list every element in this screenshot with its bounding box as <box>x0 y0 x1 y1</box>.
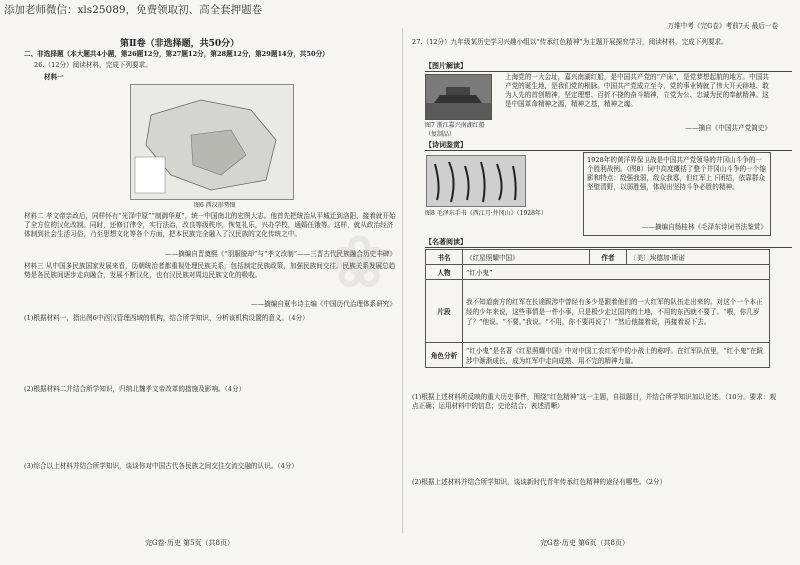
map-caption: 图6 西汉形势图 <box>194 202 236 209</box>
boat-graphic <box>426 75 491 119</box>
poem-text: 1928年的黄洋界保卫战是中国共产党领导的井冈山斗争的一个胜利战例。（图8）词中高度概括了整个井冈山斗争的一个缩影和特点：敌强我弱，敌众我寡，但红军上下团结，依靠群众坚壁清野，以弱胜强，体现出坚持斗争必胜的精神。 <box>587 156 766 191</box>
paragraph-1-source: ——摘自《中国共产党简史》 <box>685 124 771 132</box>
red-boat-photo <box>425 74 492 120</box>
role-header: 角色分析 <box>426 343 463 368</box>
person-value: “红小鬼” <box>463 265 770 280</box>
role-text: “红小鬼”是名著《红星照耀中国》中对中国工农红军中的小战士的称呼。在红军队伍里，“红小鬼”在跋涉中渐渐成长，成为红军中走向成熟、用不完的精神力量。 <box>463 343 770 368</box>
calligraphy-image <box>426 155 526 207</box>
excerpt-header: 片段 <box>426 280 463 343</box>
watermark: ❀ <box>330 220 389 303</box>
calligraphy-graphic <box>427 156 525 206</box>
question-27-2: (2)根据上述材料并结合所学知识，谈谈新时代青年传承红色精神的途径有哪些。（2分） <box>412 478 667 486</box>
question-27-1: (1)根据上述材料所反映的重大历史事件，围绕“红色精神”这一主题，自拟题目，并结合所学知识加以论述。（10分。要求：观点正确；运用材料中的信息；史论结合；表述清晰） <box>412 393 777 410</box>
poem-source: ——摘编自杨桂林《毛泽东诗词书法鉴赏》 <box>641 223 767 231</box>
page-divider <box>402 28 403 533</box>
paragraph-1: 上海党的一大会址，嘉兴南湖红船，是中国共产党的“产床”，是党梦想起航的地方。中国共产党的诞生地，是我们党的根脉。中国共产党成立至今，党的事业铸就了伟大开天辟地、敢为人先的首创精神，坚定理想、百折不挠的奋斗精神，立党为公、忠诚为民的奉献精神。这是中国革命精神之源，精神之基，精神之魂。 <box>505 73 769 108</box>
top-note: 添加老师微信：xls25089，免费领取初、高全套押题卷 <box>4 4 263 16</box>
han-map-image <box>130 84 294 200</box>
author-header: 作者 <box>590 250 627 265</box>
tag-poetry: 【诗词鉴赏】 <box>425 140 792 151</box>
q26-intro: 26.（12分）阅读材料，完成下列要求。 <box>34 61 152 69</box>
tag-image-reading: 【图片解读】 <box>425 61 792 72</box>
book-title: 《红星照耀中国》 <box>463 250 590 265</box>
book-table <box>425 249 770 368</box>
right-header: 万维中考《完G卷》考前7天 最后一卷 <box>667 22 778 30</box>
calligraphy-caption: 图8 毛泽东手书《西江月·井冈山》（1928年） <box>425 210 547 217</box>
material1-label: 材料一 <box>44 73 64 81</box>
left-footer: 完G卷·历史 第5页（共8页） <box>145 539 234 547</box>
book-header: 书名 <box>426 250 463 265</box>
author-name: 〔美〕埃德加·斯诺 <box>627 250 770 265</box>
material3: 材料三 从中国多民族国家发展来看，历朝统治者都重视处理民族关系，包括制定民族政策，加强民族间交往。民族关系发展总趋势是各民族间逐步走向融合，发展不断汉化，也有汉民族对周边民族文化的吸收。 <box>24 262 396 279</box>
question-26-3: (3)综合以上材料并结合所学知识，谈谈你对中国古代各民族之间交往交流交融的认识。（4分） <box>24 462 298 470</box>
excerpt-text: 我不知道南方的红军在长途跋涉中曾经有多少是跟着他们的一大红军的队伍走出来的。对这个一个本正经的少年来说，这些事情是一件小事，只是极少走过国内的土地，不用的东西就不要了。“喂，你几岁了？”他说。“不要。”我说。“不用，你不要再说了！”然后他接着说，再接着说下去。 <box>463 280 770 343</box>
tag-classics: 【名著阅读】 <box>425 237 792 248</box>
section-desc: 二、非选择题（本大题共4小题，第26题12分，第27题12分，第28题12分，第29题14分，共50分） <box>24 50 329 58</box>
question-26-1: (1)根据材料一，指出图6中西汉管理西域的机构，结合所学知识，分析该机构设置的意义。（4分） <box>24 314 309 322</box>
q27-intro: 27.（12分）九年级某历史学习兴趣小组以“传承红色精神”为主题开展探究学习，阅读材料，完成下列要求。 <box>412 38 728 46</box>
section-title: 第Ⅱ卷（非选择题，共50分） <box>120 39 240 49</box>
material3-source: ——摘编自夏韦诗主编《中国历代治理体系研究》 <box>250 300 396 308</box>
material2-source: ——摘编自晋奠熙《“羽服脱却”与“孝文改制”——三晋古代民族融合历史丰碑》 <box>164 250 396 258</box>
person-header: 人物 <box>426 265 463 280</box>
question-26-2: (2)根据材料二并结合所学知识，归纳北魏孝文帝改革的措施及影响。（4分） <box>24 385 246 393</box>
photo-caption: 图7 浙江嘉兴南湖红船（复制品） <box>425 122 485 138</box>
right-footer: 完G卷·历史 第6页（共8页） <box>540 539 629 547</box>
map-graphic <box>131 85 293 199</box>
material2: 材料二 孝文帝亲政后，同样怀有“光泽中原”“制御华夏”，统一中国南北的宏图大志。他首先把统治从平城迁到洛阳，接着就开始了全方位的汉化改制。同时，还修订律令，实行法治，改良等级秩序，恢复礼乐，兴办学校，通婚任饿等。这样，就从政治经济体制到社会生活习俗，乃至思想文化等各个方面，把本民族完全融入了汉民族的文化传统之中。 <box>24 212 396 238</box>
